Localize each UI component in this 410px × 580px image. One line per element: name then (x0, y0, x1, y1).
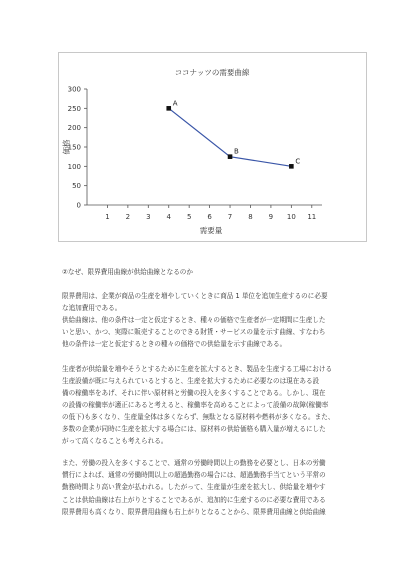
data-point (289, 164, 294, 169)
document-body (62, 266, 370, 518)
x-tick-label: 4 (166, 213, 171, 221)
y-tick-label: 100 (67, 162, 81, 171)
point-label: C (295, 157, 301, 166)
x-tick-label: 7 (227, 213, 233, 221)
y-tick-label: 250 (67, 104, 81, 113)
text-line: 慣行によれば、通常の労働時間以上の超過勤務の場合には、超過勤務手当てという平常の (62, 471, 326, 480)
text-line: がって高くなることも考えられる。 (62, 437, 168, 446)
x-axis-label: 需要量 (199, 226, 223, 235)
point-label: B (234, 147, 239, 156)
data-point (228, 154, 233, 159)
text-line: ことは供給曲線は右上がりとすることであるが、追加的に生産するのに必要な費用である (62, 495, 326, 504)
text-line: 限界費用は、企業が商品の生産を増やしていくときに商品 1 単位を追加生産するのに必要 (62, 292, 328, 301)
text-line: 供給曲線は、他の条件は一定と仮定するとき、種々の価格で生産者が一定期間に生産した (62, 316, 326, 325)
text-line: の設備の稼働率が適正にあると考えると、稼働率を高めることによって設備の故障(稼働率 (62, 400, 329, 409)
y-tick-label: 50 (72, 182, 81, 191)
y-axis-label: 価格 (62, 139, 71, 155)
text-line: 限界費用も高くなり、限界費用曲線も右上がりとなることから、限界費用曲線と供給曲線 (62, 507, 326, 516)
y-tick-label: 150 (67, 143, 81, 152)
x-tick-label: 3 (146, 213, 151, 221)
y-tick-label: 300 (67, 85, 81, 94)
data-point (166, 106, 171, 111)
y-tick-label: 200 (67, 124, 81, 133)
x-tick-label: 1 (105, 213, 110, 221)
paragraph-1 (62, 290, 370, 350)
x-tick-label: 11 (307, 213, 317, 221)
paragraph-3 (62, 457, 370, 517)
x-tick-label: 2 (125, 213, 131, 221)
x-tick-label: 6 (207, 213, 212, 221)
text-line: 多数の企業が同時に生産を拡大する場合には、原材料の供給価格も購入量が増えるにした (62, 425, 326, 434)
text-line: な追加費用である。 (62, 304, 122, 313)
text-line: の低下)も多くなり、生産量全体は多くならず、無駄となる原材料や燃料が多くなる。また、 (62, 412, 335, 421)
section-heading: ②なぜ、限界費用曲線が供給曲線となるのか (62, 268, 193, 276)
text-line: 備の稼働率をあげ、それに伴い原材料と労働の投入を多くすることである。しかし、現在 (62, 388, 326, 397)
x-tick-label: 5 (186, 213, 192, 221)
x-tick-label: 9 (268, 213, 274, 221)
text-line: また、労働の投入を多くすることで、通常の労働時間以上の勤務を必要とし、日本の労働 (62, 459, 326, 468)
text-line: 勤務時間より高い賃金が払われる。したがって、生産量が生産を拡大し、供給量を増やす (62, 483, 326, 492)
text-line: いと思い、かつ、実際に販売することのできる財貨・サービスの量を示す曲線、すなわち (62, 328, 326, 337)
x-tick-label: 10 (286, 213, 296, 221)
chart-svg (59, 53, 366, 241)
text-line: 他の条件は一定と仮定するときの種々の価格での供給量を示す曲線である。 (62, 340, 287, 349)
x-tick-label: 8 (248, 213, 253, 221)
paragraph-2 (62, 363, 370, 448)
point-label: A (172, 99, 178, 108)
chart-title: ココナッツの需要曲線 (174, 68, 250, 77)
y-tick-label: 0 (76, 201, 81, 210)
demand-curve-chart (58, 52, 367, 242)
text-line: 生産設備が既に与えられているとすると、生産を拡大するために必要なのは現在ある設 (62, 376, 320, 385)
text-line: 生産者が供給量を増やそうとするために生産を拡大するとき、製品を生産する工場における (62, 364, 333, 373)
